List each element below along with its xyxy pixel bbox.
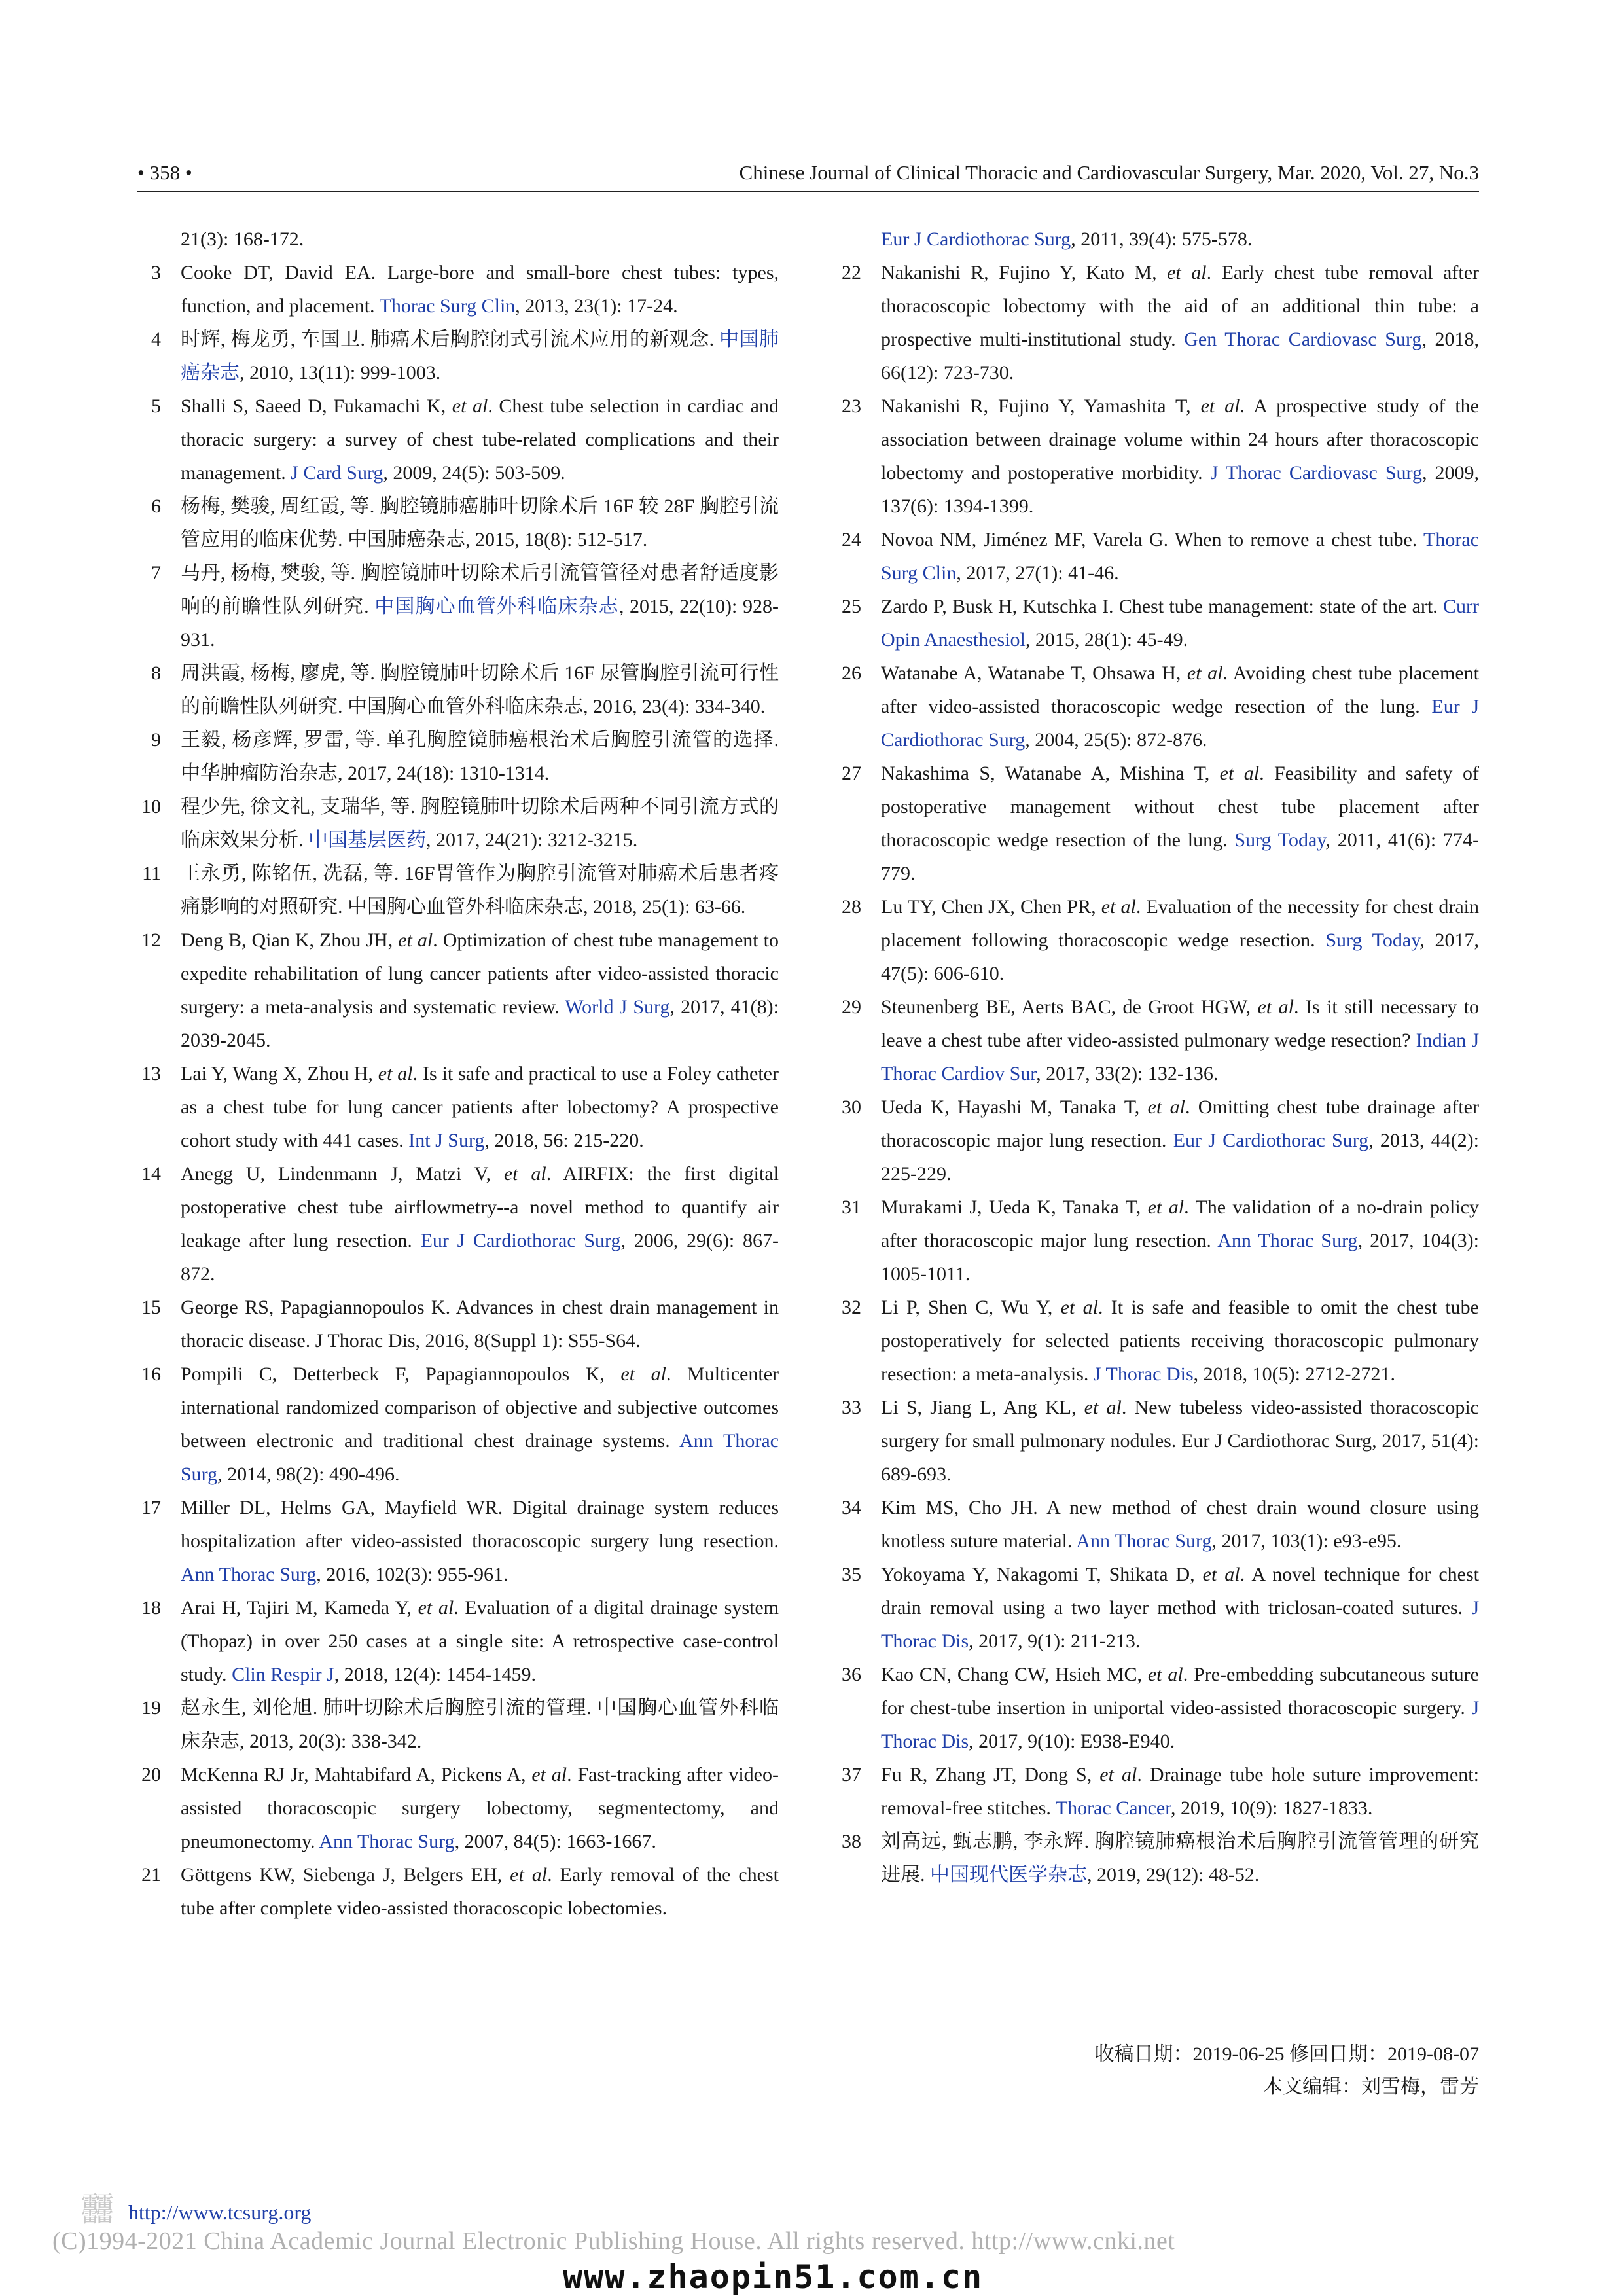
reference-text (881, 223, 1479, 256)
reference-item (838, 757, 1479, 890)
running-header (137, 154, 1479, 192)
reference-fragment: 马丹, 杨梅, 樊骏, 等. 胸腔镜肺叶切除术后引流管管径对患者舒适度影响的前瞻性队列研究. (181, 562, 779, 617)
reference-number: 35 (842, 1564, 861, 1585)
reference-text (181, 1157, 779, 1291)
reference-item (137, 556, 779, 656)
reference-fragment: , 2009, 137(6): 1394-1399. (881, 462, 1479, 517)
journal-link[interactable]: J Card Surg (291, 462, 383, 484)
reference-fragment: , 2017, 33(2): 132-136. (1036, 1063, 1219, 1085)
reference-fragment: . Optimization of chest tube management to expedite rehabilitation of lung cancer patients after video-assisted thoracic surgery: a meta-analysis and systematic review. (181, 929, 779, 1018)
reference-number: 26 (842, 662, 861, 684)
reference-fragment: McKenna RJ Jr, Mahtabifard A, Pickens A, (181, 1764, 532, 1785)
et-al-text: et al (1084, 1397, 1122, 1418)
reference-fragment: . Pre-embedding subcutaneous suture for chest-tube insertion in uniportal video-assisted thoracoscopic surgery. (881, 1664, 1479, 1719)
reference-item (137, 323, 779, 389)
reference-fragment: Göttgens KW, Siebenga J, Belgers EH, (181, 1864, 510, 1886)
et-al-text: et al (1099, 1764, 1137, 1785)
reference-text (881, 590, 1479, 656)
reference-fragment: Kao CN, Chang CW, Hsieh MC, (881, 1664, 1148, 1685)
reference-text (181, 1858, 779, 1925)
reference-item (137, 1291, 779, 1357)
reference-number: 28 (842, 896, 861, 918)
reference-fragment: Anegg U, Lindenmann J, Matzi V, (181, 1163, 504, 1185)
et-al-text: et al (418, 1597, 454, 1619)
reference-text (881, 389, 1479, 523)
reference-fragment: , 2018, 10(5): 2712-2721. (1193, 1363, 1395, 1385)
reference-fragment: . Early chest tube removal after thoracoscopic lobectomy with the aid of an additional thin tube: a prospective multi-institutional study. (881, 262, 1479, 350)
journal-link[interactable]: Ann Thorac Surg (181, 1564, 317, 1585)
journal-link[interactable]: Clin Respir J (232, 1664, 334, 1685)
reference-number: 8 (151, 662, 161, 684)
et-al-text: et al (1200, 395, 1240, 417)
reference-number: 18 (141, 1597, 161, 1619)
reference-number: 16 (141, 1363, 161, 1385)
reference-text (181, 1591, 779, 1691)
reference-fragment: , 2011, 39(4): 575-578. (1071, 228, 1253, 250)
reference-number: 23 (842, 395, 861, 417)
reference-fragment: Steunenberg BE, Aerts BAC, de Groot HGW, (881, 996, 1258, 1018)
journal-link[interactable]: Thorac Surg Clin (881, 529, 1479, 584)
et-al-text: et al (1202, 1564, 1240, 1585)
reference-number: 21 (141, 1864, 161, 1886)
reference-fragment: . Multicenter international randomized comparison of objective and subjective outcomes between electronic and traditional chest drainage systems. (181, 1363, 779, 1452)
journal-link[interactable]: J Thorac Cardiovasc Surg (1210, 462, 1422, 484)
reference-fragment: , 2017, 103(1): e93-e95. (1211, 1530, 1402, 1552)
journal-link[interactable]: Ann Thorac Surg (1076, 1530, 1212, 1552)
reference-item (838, 256, 1479, 389)
journal-link[interactable]: Int J Surg (408, 1130, 485, 1151)
reference-fragment: 王永勇, 陈铭伍, 冼磊, 等. 16F胃管作为胸腔引流管对肺癌术后患者疼痛影响的对照研究. 中国胸心血管外科临床杂志, 2018, 25(1): 63-66. (181, 863, 779, 918)
journal-link[interactable]: Ann Thorac Surg (181, 1430, 779, 1485)
reference-fragment: , 2018, 56: 215-220. (484, 1130, 644, 1151)
reference-item (137, 924, 779, 1057)
reference-item (137, 723, 779, 790)
reference-item (838, 1758, 1479, 1825)
reference-item (137, 490, 779, 556)
reference-number: 13 (141, 1063, 161, 1085)
received-dates: 收稿日期：2019-06-25 修回日期：2019-08-07 (1094, 2043, 1479, 2065)
reference-fragment: , 2014, 98(2): 490-496. (217, 1463, 400, 1485)
journal-link[interactable]: 中国基层医药 (308, 829, 426, 851)
reference-text (881, 1658, 1479, 1758)
received-info (1095, 2038, 1479, 2104)
reference-fragment: , 2017, 47(5): 606-610. (881, 929, 1479, 984)
reference-fragment: Watanabe A, Watanabe T, Ohsawa H, (881, 662, 1187, 684)
reference-fragment: . AIRFIX: the first digital postoperative chest tube airflowmetry--a novel method to quantify air leakage after lung resection. (181, 1163, 779, 1251)
reference-text (181, 323, 779, 389)
journal-link[interactable]: Eur J Cardiothorac Surg (881, 696, 1480, 751)
reference-item (838, 1391, 1479, 1491)
reference-fragment: , 2010, 13(11): 999-1003. (240, 362, 441, 384)
journal-link[interactable]: Surg Today (1234, 829, 1326, 851)
reference-fragment: Fu R, Zhang JT, Dong S, (881, 1764, 1100, 1785)
reference-item (838, 590, 1479, 656)
reference-fragment: , 2013, 23(1): 17-24. (515, 295, 678, 317)
et-al-text: et al (1186, 662, 1223, 684)
reference-text (881, 890, 1479, 990)
reference-text (881, 1191, 1479, 1291)
et-al-text: et al (620, 1363, 666, 1385)
reference-text (181, 723, 779, 790)
reference-item (838, 389, 1479, 523)
reference-item (137, 857, 779, 924)
reference-number: 33 (842, 1397, 861, 1418)
reference-fragment: , 2017, 24(21): 3212-3215. (426, 829, 638, 851)
editors-line: 本文编辑：刘雪梅，雷芳 (1263, 2076, 1479, 2098)
reference-fragment: . Early removal of the chest tube after complete video-assisted thoracoscopic lobectomies. (181, 1864, 779, 1919)
reference-fragment: . Omitting chest tube drainage after thoracoscopic major lung resection. (881, 1096, 1479, 1151)
reference-fragment: , 2015, 22(10): 928-931. (181, 596, 779, 651)
reference-item (838, 656, 1479, 757)
reference-fragment: Novoa NM, Jiménez MF, Varela G. When to remove a chest tube. (881, 529, 1424, 550)
reference-text (181, 1491, 779, 1591)
reference-fragment: George RS, Papagiannopoulos K. Advances in chest drain management in thoracic disease. J Thorac Dis, 2016, 8(Suppl 1): S55-S64. (181, 1297, 779, 1352)
journal-url-link[interactable]: http://www.tcsurg.org (128, 2200, 312, 2224)
reference-number: 36 (842, 1664, 861, 1685)
reference-fragment: 杨梅, 樊骏, 周红霞, 等. 胸腔镜肺癌肺叶切除术后 16F 较 28F 胸腔引流管应用的临床优势. 中国肺癌杂志, 2015, 18(8): 512-517. (181, 495, 779, 550)
reference-number: 9 (151, 729, 161, 751)
reference-number: 34 (842, 1497, 861, 1518)
et-al-text: et al (1147, 1196, 1185, 1218)
reference-text (881, 1391, 1479, 1491)
journal-link[interactable]: Ann Thorac Surg (319, 1831, 455, 1852)
reference-fragment: Zardo P, Busk H, Kutschka I. Chest tube management: state of the art. (881, 596, 1443, 617)
reference-text (881, 1758, 1479, 1825)
journal-link[interactable]: World J Surg (565, 996, 670, 1018)
journal-link[interactable]: Thorac Surg Clin (379, 295, 516, 317)
reference-text (181, 656, 779, 723)
reference-text (881, 990, 1479, 1090)
reference-text (881, 1090, 1479, 1191)
reference-fragment: Nakanishi R, Fujino Y, Yamashita T, (881, 395, 1201, 417)
reference-text (181, 556, 779, 656)
reference-item (137, 1758, 779, 1858)
reference-number: 5 (151, 395, 161, 417)
reference-fragment: 21(3): 168-172. (181, 228, 304, 250)
reference-fragment: , 2017, 9(10): E938-E940. (969, 1731, 1175, 1752)
reference-item (838, 1658, 1479, 1758)
reference-text (181, 223, 779, 256)
reference-fragment: . The validation of a no-drain policy after thoracoscopic major lung resection. (881, 1196, 1479, 1251)
reference-fragment: . Fast-tracking after video-assisted thoracoscopic surgery lobectomy, segmentectomy, and pneumonectomy. (181, 1764, 779, 1852)
reference-fragment: Deng B, Qian K, Zhou JH, (181, 929, 399, 951)
reference-fragment: Shalli S, Saeed D, Fukamachi K, (181, 395, 452, 417)
reference-fragment: Kim MS, Cho JH. A new method of chest drain wound closure using knotless suture material. (881, 1497, 1479, 1552)
reference-fragment: Li S, Jiang L, Ang KL, (881, 1397, 1084, 1418)
reference-fragment: . New tubeless video-assisted thoracoscopic surgery for small pulmonary nodules. Eur J Cardiothorac Surg, 2017, 51(4): 689-693. (881, 1397, 1479, 1485)
copyright-notice: (C)1994-2021 China Academic Journal Electronic Publishing House. All rights reserved. http://www.cnki.net (52, 2227, 1175, 2255)
reference-fragment: Arai H, Tajiri M, Kameda Y, (181, 1597, 418, 1619)
reference-fragment: , 2019, 10(9): 1827-1833. (1171, 1797, 1373, 1819)
reference-number: 25 (842, 596, 861, 617)
journal-link[interactable]: J Thorac Dis (881, 1597, 1479, 1652)
reference-fragment: , 2017, 27(1): 41-46. (956, 562, 1119, 584)
reference-text (181, 1758, 779, 1858)
reference-number: 22 (842, 262, 861, 283)
reference-text (181, 490, 779, 556)
reference-fragment: , 2007, 84(5): 1663-1667. (454, 1831, 656, 1852)
et-al-text: et al (1167, 262, 1207, 283)
journal-link[interactable]: Curr Opin Anaesthesiol (881, 596, 1479, 651)
reference-fragment: . Is it safe and practical to use a Foley catheter as a chest tube for lung cancer patients after lobectomy? A prospective cohort study with 441 cases. (181, 1063, 779, 1151)
reference-number: 3 (151, 262, 161, 283)
reference-number: 37 (842, 1764, 861, 1785)
journal-link[interactable]: J Thorac Dis (1093, 1363, 1194, 1385)
reference-text (181, 857, 779, 924)
reference-item (137, 389, 779, 490)
reference-text (181, 1291, 779, 1357)
reference-number: 12 (141, 929, 161, 951)
reference-fragment: . Drainage tube hole suture improvement: removal-free stitches. (881, 1764, 1479, 1819)
reference-item (137, 256, 779, 323)
watermark-text: www.zhaopin51.com.cn (563, 2258, 984, 2296)
journal-link[interactable]: Indian J Thorac Cardiov Sur (881, 1030, 1479, 1085)
reference-text (181, 1057, 779, 1157)
reference-text (181, 790, 779, 857)
journal-title: Chinese Journal of Clinical Thoracic and Cardiovascular Surgery, Mar. 2020, Vol. 27, No.3 (739, 161, 1479, 184)
reference-fragment: , 2011, 41(6): 774-779. (881, 829, 1479, 884)
journal-link[interactable]: Eur J Cardiothorac Surg (1173, 1130, 1369, 1151)
reference-item (137, 1591, 779, 1691)
reference-fragment: 赵永生, 刘伦旭. 肺叶切除术后胸腔引流的管理. 中国胸心血管外科临床杂志, 2013, 20(3): 338-342. (181, 1697, 779, 1752)
reference-fragment: . Feasibility and safety of postoperative management without chest tube placement after thoracoscopic wedge resection of the lung. (881, 762, 1479, 851)
journal-logo-icon: 䨻 (81, 2191, 114, 2229)
reference-text (881, 1491, 1479, 1558)
reference-fragment: . Evaluation of the necessity for chest drain placement following thoracoscopic wedge resection. (881, 896, 1479, 951)
journal-link[interactable]: Ann Thorac Surg (1217, 1230, 1358, 1251)
reference-number: 6 (151, 495, 161, 517)
reference-item (838, 1191, 1479, 1291)
reference-fragment: Nakashima S, Watanabe A, Mishina T, (881, 762, 1220, 784)
reference-fragment: , 2009, 24(5): 503-509. (383, 462, 565, 484)
reference-number: 31 (842, 1196, 861, 1218)
reference-number: 20 (141, 1764, 161, 1785)
et-al-text: et al (1257, 996, 1294, 1018)
et-al-text: et al (1101, 896, 1136, 918)
reference-fragment: . A novel technique for chest drain removal using a two layer method with triclosan-coated sutures. (881, 1564, 1479, 1619)
reference-column-left (137, 223, 779, 1925)
reference-fragment: , 2006, 29(6): 867-872. (181, 1230, 779, 1285)
reference-fragment: , 2016, 102(3): 955-961. (316, 1564, 508, 1585)
reference-fragment: , 2018, 66(12): 723-730. (881, 329, 1480, 384)
reference-fragment: , 2017, 9(1): 211-213. (969, 1630, 1141, 1652)
reference-fragment: . Is it still necessary to leave a chest tube after video-assisted pulmonary wedge resection? (881, 996, 1479, 1051)
et-al-text: et al (452, 395, 488, 417)
reference-text (181, 1691, 779, 1758)
reference-fragment: . Avoiding chest tube placement after video-assisted thoracoscopic wedge resection of the lung. (881, 662, 1479, 717)
reference-text (181, 924, 779, 1057)
journal-link[interactable]: Gen Thorac Cardiovasc Surg (1184, 329, 1422, 350)
reference-number: 10 (141, 796, 161, 817)
journal-link[interactable]: 中国胸心血管外科临床杂志 (374, 596, 619, 617)
reference-text (181, 256, 779, 323)
reference-item (137, 1491, 779, 1591)
reference-text (181, 1357, 779, 1491)
reference-fragment: . Chest tube selection in cardiac and thoracic surgery: a survey of chest tube-related complications and their management. (181, 395, 779, 484)
page-number: • 358 • (137, 161, 192, 184)
journal-link[interactable]: Thorac Cancer (1055, 1797, 1171, 1819)
reference-item (838, 1558, 1479, 1658)
reference-number: 11 (142, 863, 161, 884)
reference-number: 17 (141, 1497, 161, 1518)
reference-item (838, 523, 1479, 590)
reference-number: 19 (141, 1697, 161, 1719)
et-al-text: et al (378, 1063, 413, 1085)
et-al-text: et al (398, 929, 433, 951)
reference-item (838, 1491, 1479, 1558)
et-al-text: et al (503, 1163, 546, 1185)
reference-fragment: , 2004, 25(5): 872-876. (1025, 729, 1207, 751)
reference-item (137, 1157, 779, 1291)
et-al-text: et al (1219, 762, 1260, 784)
journal-link[interactable]: 中国肺癌杂志 (181, 329, 779, 384)
reference-item (838, 890, 1479, 990)
reference-number: 38 (842, 1831, 861, 1852)
reference-fragment: , 2019, 29(12): 48-52. (1087, 1864, 1260, 1886)
reference-fragment: , 2017, 41(8): 2039-2045. (181, 996, 779, 1051)
reference-item (137, 1357, 779, 1491)
reference-text (881, 757, 1479, 890)
reference-number: 29 (842, 996, 861, 1018)
journal-link[interactable]: 中国现代医学杂志 (930, 1864, 1087, 1886)
reference-item (838, 1825, 1479, 1892)
reference-text (881, 1558, 1479, 1658)
reference-fragment: , 2015, 28(1): 45-49. (1025, 629, 1188, 651)
reference-number: 27 (842, 762, 861, 784)
reference-text (881, 256, 1479, 389)
reference-fragment: 程少先, 徐文礼, 支瑞华, 等. 胸腔镜肺叶切除术后两种不同引流方式的临床效果分析. (181, 796, 779, 851)
reference-item (137, 223, 779, 256)
journal-link[interactable]: Surg Today (1325, 929, 1420, 951)
et-al-text: et al (1147, 1664, 1183, 1685)
reference-fragment: Yokoyama Y, Nakagomi T, Shikata D, (881, 1564, 1203, 1585)
reference-fragment: Ueda K, Hayashi M, Tanaka T, (881, 1096, 1148, 1118)
reference-text (881, 656, 1479, 757)
reference-fragment: Pompili C, Detterbeck F, Papagiannopoulos K, (181, 1363, 621, 1385)
reference-fragment: Cooke DT, David EA. Large-bore and small-bore chest tubes: types, function, and placement. (181, 262, 779, 317)
reference-fragment: . A prospective study of the association between drainage volume within 24 hours after thoracoscopic lobectomy and postoperative morbidity. (881, 395, 1479, 484)
reference-text (181, 389, 779, 490)
reference-item (838, 1291, 1479, 1391)
reference-number: 14 (141, 1163, 161, 1185)
reference-item (838, 990, 1479, 1090)
et-al-text: et al (510, 1864, 548, 1886)
reference-number: 32 (842, 1297, 861, 1318)
et-al-text: et al (531, 1764, 567, 1785)
reference-fragment: Nakanishi R, Fujino Y, Kato M, (881, 262, 1168, 283)
et-al-text: et al (1147, 1096, 1185, 1118)
reference-fragment: . Evaluation of a digital drainage system (Thopaz) in over 250 cases at a single site: A retrospective case-control study. (181, 1597, 779, 1685)
reference-fragment: 周洪霞, 杨梅, 廖虎, 等. 胸腔镜肺叶切除术后 16F 尿管胸腔引流可行性的前瞻性队列研究. 中国胸心血管外科临床杂志, 2016, 23(4): 334-340. (181, 662, 779, 717)
reference-number: 7 (151, 562, 161, 584)
reference-number: 4 (151, 329, 161, 350)
reference-number: 15 (141, 1297, 161, 1318)
reference-text (881, 1291, 1479, 1391)
reference-item (137, 656, 779, 723)
reference-item (137, 790, 779, 857)
reference-fragment: 时辉, 梅龙勇, 车国卫. 肺癌术后胸腔闭式引流术应用的新观念. (181, 329, 720, 350)
reference-fragment: Lai Y, Wang X, Zhou H, (181, 1063, 378, 1085)
reference-fragment: , 2018, 12(4): 1454-1459. (334, 1664, 537, 1685)
reference-item (838, 223, 1479, 256)
reference-number: 30 (842, 1096, 861, 1118)
journal-link[interactable]: Eur J Cardiothorac Surg (881, 228, 1071, 250)
reference-item (137, 1691, 779, 1758)
reference-fragment: , 2017, 104(3): 1005-1011. (881, 1230, 1479, 1285)
reference-fragment: 王毅, 杨彦辉, 罗雷, 等. 单孔胸腔镜肺癌根治术后胸腔引流管的选择. 中华肿瘤防治杂志, 2017, 24(18): 1310-1314. (181, 729, 779, 784)
et-al-text: et al (1060, 1297, 1098, 1318)
journal-link[interactable]: Eur J Cardiothorac Surg (420, 1230, 621, 1251)
reference-text (881, 523, 1479, 590)
reference-item (137, 1057, 779, 1157)
reference-fragment: Murakami J, Ueda K, Tanaka T, (881, 1196, 1148, 1218)
reference-fragment: Lu TY, Chen JX, Chen PR, (881, 896, 1101, 918)
reference-fragment: , 2013, 44(2): 225-229. (881, 1130, 1479, 1185)
reference-fragment: Miller DL, Helms GA, Mayfield WR. Digital drainage system reduces hospitalization after video-assisted thoracoscopic surgery lung resection. (181, 1497, 779, 1552)
reference-number: 24 (842, 529, 861, 550)
reference-fragment: 刘高远, 甄志鹏, 李永辉. 胸腔镜肺癌根治术后胸腔引流管管理的研究进展. (881, 1831, 1479, 1886)
reference-fragment: . It is safe and feasible to omit the chest tube postoperatively for selected patients receiving thoracoscopic pulmonary resection: a meta-analysis. (881, 1297, 1479, 1385)
reference-item (137, 1858, 779, 1925)
reference-fragment: Li P, Shen C, Wu Y, (881, 1297, 1061, 1318)
journal-link[interactable]: J Thorac Dis (881, 1697, 1479, 1752)
reference-column-right (838, 223, 1479, 1892)
reference-text (881, 1825, 1479, 1892)
reference-item (838, 1090, 1479, 1191)
